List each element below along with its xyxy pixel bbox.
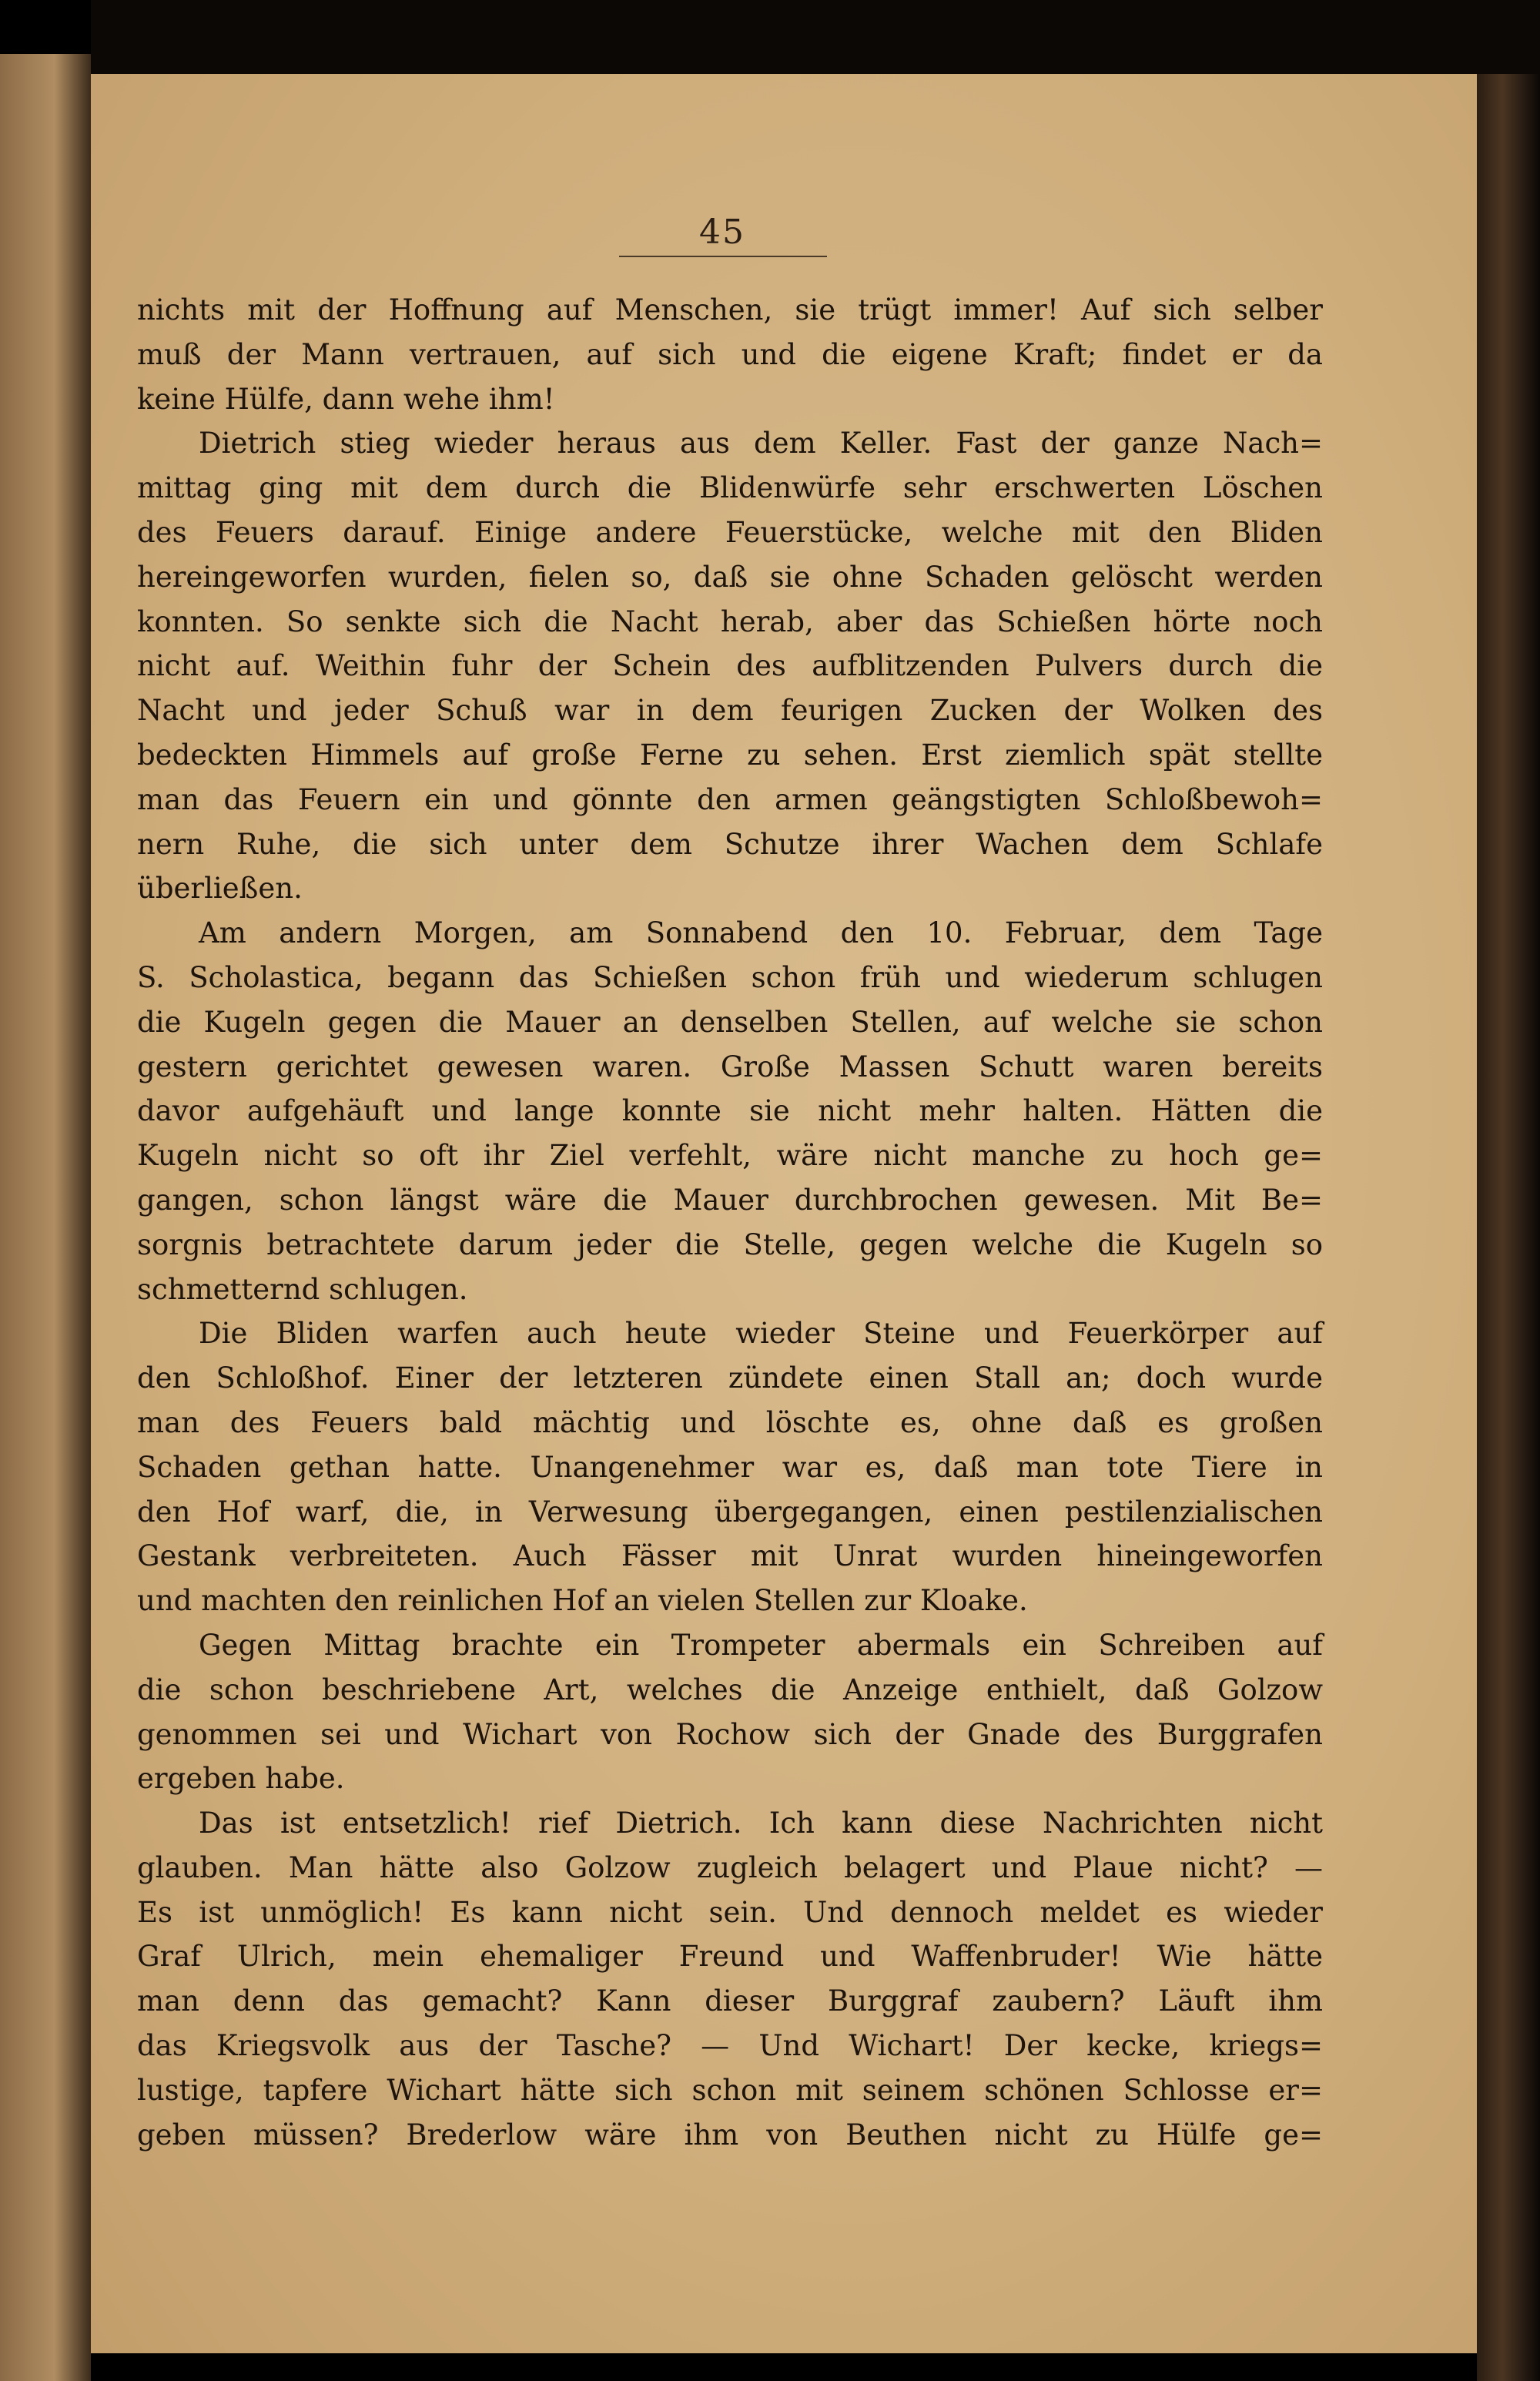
text-line: gestern gerichtet gewesen waren. Große Massen Schutt waren bereits: [137, 1050, 1323, 1083]
text-line: nicht auf. Weithin fuhr der Schein des aufblitzenden Pulvers durch die: [137, 649, 1323, 683]
text-line: Nacht und jeder Schuß war in dem feurigen Zucken der Wolken des: [137, 694, 1323, 728]
text-line: überließen.: [137, 872, 303, 906]
text-line: keine Hülfe, dann wehe ihm!: [137, 382, 555, 416]
text-line: Kugeln nicht so oft ihr Ziel verfehlt, wäre nicht manche zu hoch ge=: [137, 1139, 1323, 1173]
scan-border-right: [1477, 74, 1540, 2381]
text-line: davor aufgehäuft und lange konnte sie nicht mehr halten. Hätten die: [137, 1094, 1323, 1128]
text-line: den Schloßhof. Einer der letzteren zündete einen Stall an; doch wurde: [137, 1361, 1323, 1395]
text-line: geben müssen? Brederlow wäre ihm von Beuthen nicht zu Hülfe ge=: [137, 2118, 1323, 2152]
text-line: Graf Ulrich, mein ehemaliger Freund und Waffenbruder! Wie hätte: [137, 1940, 1323, 1974]
text-line: konnten. So senkte sich die Nacht herab, aber das Schießen hörte noch: [137, 604, 1323, 638]
text-line: Gegen Mittag brachte ein Trompeter abermals ein Schreiben auf: [199, 1628, 1323, 1662]
text-line: gangen, schon längst wäre die Mauer durchbrochen gewesen. Mit Be=: [137, 1183, 1323, 1217]
text-line: hereingeworfen wurden, fielen so, daß sie ohne Schaden gelöscht werden: [137, 560, 1323, 594]
text-line: Gestank verbreiteten. Auch Fässer mit Unrat wurden hineingeworfen: [137, 1539, 1323, 1573]
text-line: muß der Mann vertrauen, auf sich und die eigene Kraft; findet er da: [137, 337, 1323, 371]
text-line: Dietrich stieg wieder heraus aus dem Keller. Fast der ganze Nach=: [199, 427, 1323, 460]
text-line: bedeckten Himmels auf große Ferne zu sehen. Erst ziemlich spät stellte: [137, 738, 1323, 772]
text-line: genommen sei und Wichart von Rochow sich der Gnade des Burggrafen: [137, 1717, 1323, 1751]
text-line: S. Scholastica, begann das Schießen schon früh und wiederum schlugen: [137, 960, 1323, 994]
text-line: Die Bliden warfen auch heute wieder Steine und Feuerkörper auf: [199, 1317, 1323, 1351]
text-line: mittag ging mit dem durch die Blidenwürfe sehr erschwerten Löschen: [137, 471, 1323, 505]
page-number: 45: [699, 213, 745, 252]
text-line: die schon beschriebene Art, welches die Anzeige enthielt, daß Golzow: [137, 1673, 1323, 1706]
facing-page-edge: [0, 54, 91, 2381]
text-line: das Kriegsvolk aus der Tasche? — Und Wichart! Der kecke, kriegs=: [137, 2029, 1323, 2063]
body-text: [137, 288, 1323, 2157]
text-line: den Hof warf, die, in Verwesung übergegangen, einen pestilenzialischen: [137, 1495, 1323, 1529]
text-line: nichts mit der Hoffnung auf Menschen, sie trügt immer! Auf sich selber: [137, 293, 1323, 327]
text-line: Schaden gethan hatte. Unangenehmer war es, daß man tote Tiere in: [137, 1450, 1323, 1484]
header-rule: [619, 256, 827, 257]
text-line: man das Feuern ein und gönnte den armen geängstigten Schloßbewoh=: [137, 782, 1323, 816]
text-line: nern Ruhe, die sich unter dem Schutze ihrer Wachen dem Schlafe: [137, 827, 1323, 861]
text-line: glauben. Man hätte also Golzow zugleich belagert und Plaue nicht? —: [137, 1850, 1323, 1884]
text-line: Das ist entsetzlich! rief Dietrich. Ich kann diese Nachrichten nicht: [199, 1807, 1323, 1840]
text-line: man des Feuers bald mächtig und löschte es, ohne daß es großen: [137, 1405, 1323, 1439]
text-line: und machten den reinlichen Hof an vielen Stellen zur Kloake.: [137, 1584, 1028, 1618]
text-line: die Kugeln gegen die Mauer an denselben Stellen, auf welche sie schon: [137, 1005, 1323, 1039]
text-line: schmetternd schlugen.: [137, 1272, 468, 1306]
scan-border-top: [91, 0, 1540, 74]
text-line: Am andern Morgen, am Sonnabend den 10. Februar, dem Tage: [199, 916, 1323, 950]
text-line: ergeben habe.: [137, 1762, 345, 1796]
text-line: lustige, tapfere Wichart hätte sich schon mit seinem schönen Schlosse er=: [137, 2073, 1323, 2107]
text-line: des Feuers darauf. Einige andere Feuerstücke, welche mit den Bliden: [137, 515, 1323, 549]
text-line: sorgnis betrachtete darum jeder die Stelle, gegen welche die Kugeln so: [137, 1227, 1323, 1261]
text-line: man denn das gemacht? Kann dieser Burggraf zaubern? Läuft ihm: [137, 1984, 1323, 2018]
book-page: [91, 74, 1477, 2353]
text-line: Es ist unmöglich! Es kann nicht sein. Und dennoch meldet es wieder: [137, 1895, 1323, 1929]
